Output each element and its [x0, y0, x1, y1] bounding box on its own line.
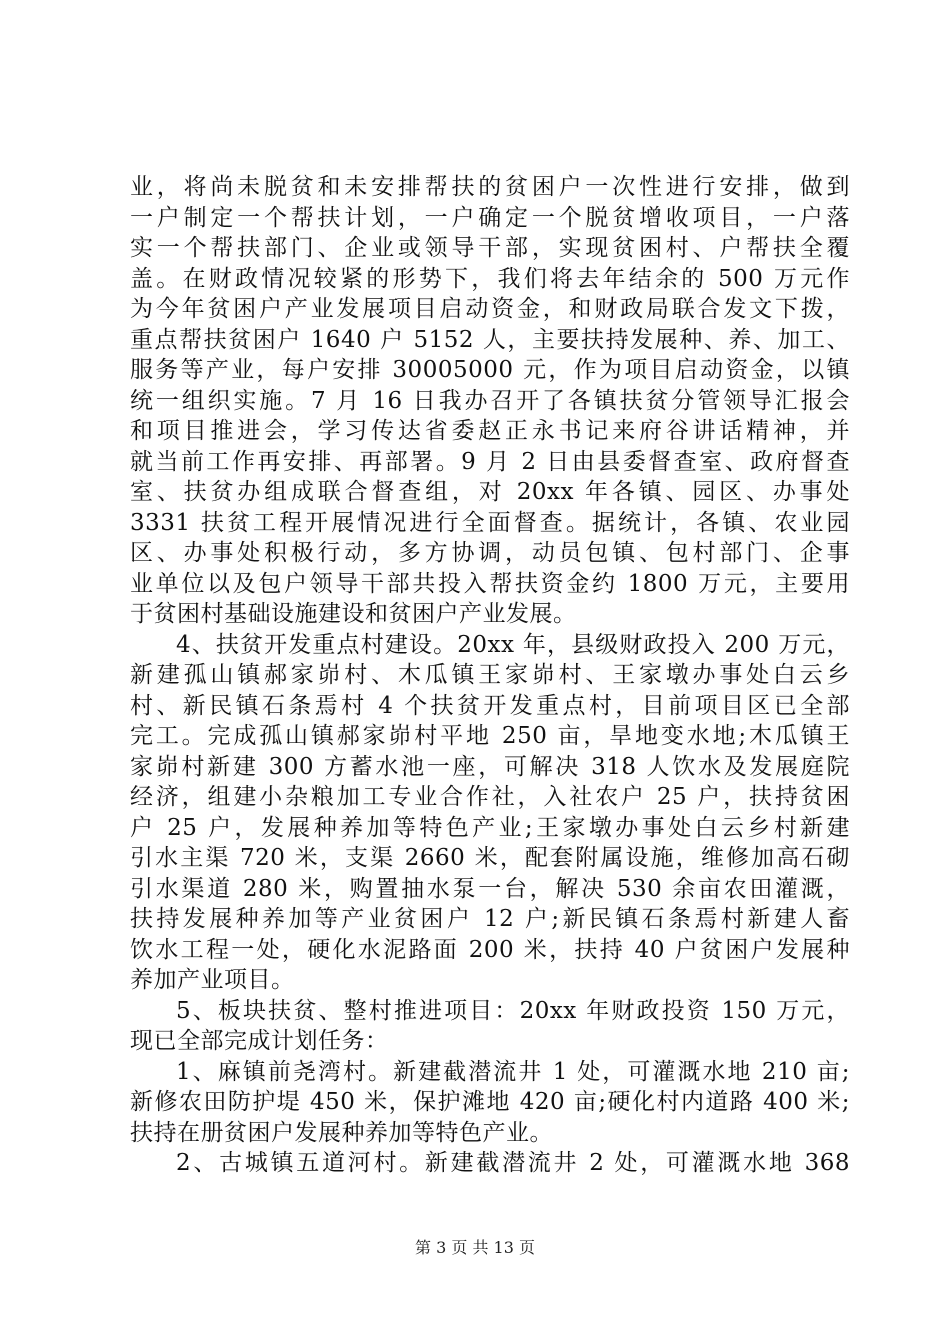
text-line: 饮水工程一处，硬化水泥路面 200 米，扶持 40 户贫困户发展种 — [130, 936, 850, 963]
text-line: 区、办事处积极行动，多方协调，动员包镇、包村部门、企事 — [130, 540, 850, 566]
text-line: 业，将尚未脱贫和未安排帮扶的贫困户一次性进行安排，做到 — [130, 174, 850, 200]
text-line: 完工。完成孤山镇郝家峁村平地 250 亩，旱地变水地;木瓜镇王 — [130, 723, 850, 749]
text-line: 家峁村新建 300 方蓄水池一座，可解决 318 人饮水及发展庭院 — [130, 753, 850, 780]
document-body — [130, 172, 850, 1179]
text-line: 业单位以及包户领导干部共投入帮扶资金约 1800 万元，主要用 — [130, 570, 850, 597]
text-line: 新修农田防护堤 450 米，保护滩地 420 亩;硬化村内道路 400 米; — [130, 1089, 850, 1115]
text-line: 就当前工作再安排、再部署。9 月 2 日由县委督查室、政府督查 — [130, 448, 850, 475]
text-line: 4、扶贫开发重点村建设。20xx 年，县级财政投入 200 万元， — [176, 631, 850, 658]
text-line: 和项目推进会，学习传达省委赵正永书记来府谷讲话精神，并 — [130, 418, 850, 444]
text-line: 养加产业项目。 — [130, 967, 295, 993]
text-line: 实一个帮扶部门、企业或领导干部，实现贫困村、户帮扶全覆 — [130, 235, 850, 261]
text-line: 扶持在册贫困户发展种养加等特色产业。 — [130, 1119, 553, 1146]
text-line: 统一组织实施。7 月 16 日我办召开了各镇扶贫分管领导汇报会 — [130, 387, 850, 414]
page-footer: 第 3 页 共 13 页 — [415, 1238, 535, 1257]
text-line: 为今年贫困户产业发展项目启动资金，和财政局联合发文下拨， — [130, 296, 850, 322]
text-line: 重点帮扶贫困户 1640 户 5152 人，主要扶持发展种、养、加工、 — [130, 326, 850, 353]
text-line: 村、新民镇石条焉村 4 个扶贫开发重点村，目前项目区已全部 — [130, 692, 850, 719]
text-line: 服务等产业，每户安排 30005000 元，作为项目启动资金，以镇 — [130, 357, 850, 383]
text-line: 于贫困村基础设施建设和贫困户产业发展。 — [130, 601, 577, 627]
text-line: 3331 扶贫工程开展情况进行全面督查。据统计，各镇、农业园 — [130, 509, 850, 536]
text-line: 户 25 户，发展种养加等特色产业;王家墩办事处白云乡村新建 — [130, 814, 850, 841]
text-line: 一户制定一个帮扶计划，一户确定一个脱贫增收项目，一户落 — [130, 204, 850, 231]
text-line: 5、板块扶贫、整村推进项目：20xx 年财政投资 150 万元， — [176, 997, 850, 1024]
text-line: 引水主渠 720 米，支渠 2660 米，配套附属设施，维修加高石砌 — [130, 845, 850, 871]
text-line: 盖。在财政情况较紧的形势下，我们将去年结余的 500 万元作 — [130, 265, 850, 292]
text-line: 1、麻镇前尧湾村。新建截潜流井 1 处，可灌溉水地 210 亩; — [176, 1058, 850, 1085]
text-line: 扶持发展种养加等产业贫困户 12 户;新民镇石条焉村新建人畜 — [130, 906, 850, 932]
text-line: 室、扶贫办组成联合督查组，对 20xx 年各镇、园区、办事处 — [130, 479, 850, 505]
text-line: 引水渠道 280 米，购置抽水泵一台，解决 530 余亩农田灌溉， — [130, 875, 850, 902]
text-line: 现已全部完成计划任务： — [130, 1028, 389, 1054]
text-line: 经济，组建小杂粮加工专业合作社，入社农户 25 户，扶持贫困 — [130, 784, 850, 810]
text-line: 新建孤山镇郝家峁村、木瓜镇王家峁村、王家墩办事处白云乡 — [130, 662, 850, 688]
text-line: 2、古城镇五道河村。新建截潜流井 2 处，可灌溉水地 368 — [176, 1150, 850, 1176]
